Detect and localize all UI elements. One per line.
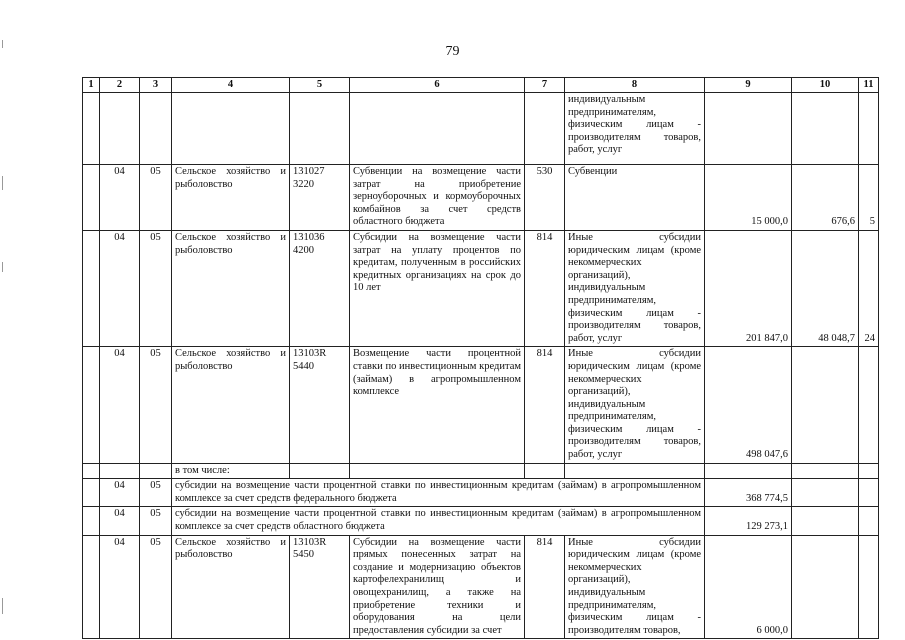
subsection-code-cell: 05 — [140, 535, 172, 639]
expense-type-cell: Субвенции — [565, 165, 705, 231]
table-row — [83, 93, 879, 165]
col-header: 5 — [290, 78, 350, 93]
target-code-cell: 131036 4200 — [290, 230, 350, 346]
in-that-number-label: в том числе: — [172, 463, 290, 479]
section-name-cell: Сельское хозяйство и рыболовство — [172, 230, 290, 346]
subsection-code-cell: 05 — [140, 479, 172, 507]
expense-code-cell: 530 — [525, 165, 565, 231]
target-code-cell: 13103R 5440 — [290, 347, 350, 463]
target-code-cell: 131027 3220 — [290, 165, 350, 231]
actual-amount-cell: 48 048,7 — [792, 230, 859, 346]
actual-amount-cell — [792, 347, 859, 463]
plan-amount-cell: 129 273,1 — [705, 507, 792, 535]
item-name-cell: Субсидии на возмещение части затрат на уплату процентов по кредитам, полученным в российских кредитных организациях на срок до 10 лет — [350, 230, 525, 346]
col-header: 6 — [350, 78, 525, 93]
scan-edge-mark — [2, 262, 3, 272]
section-code-cell: 04 — [100, 347, 140, 463]
subsection-code-cell: 05 — [140, 230, 172, 346]
expense-code-cell: 814 — [525, 347, 565, 463]
expense-type-cell: Иные субсидии юридическим лицам (кроме некоммерческих организаций), индивидуальным предпринимателям, физическим лицам - производителям товаров, работ, услуг — [565, 230, 705, 346]
subsection-code-cell: 05 — [140, 165, 172, 231]
col-header: 3 — [140, 78, 172, 93]
col-header: 10 — [792, 78, 859, 93]
table-row — [83, 165, 879, 231]
percent-cell: 5 — [859, 165, 879, 231]
col-header: 11 — [859, 78, 879, 93]
table-row — [83, 347, 879, 463]
plan-amount-cell: 201 847,0 — [705, 230, 792, 346]
plan-amount-cell: 15 000,0 — [705, 165, 792, 231]
col-header: 1 — [83, 78, 100, 93]
actual-amount-cell: 676,6 — [792, 165, 859, 231]
subsidy-description-cell: субсидии на возмещение части процентной ставки по инвестиционным кредитам (займам) в агропромышленном комплексе за счет средств федерального бюджета — [172, 479, 705, 507]
plan-amount-cell: 498 047,6 — [705, 347, 792, 463]
item-name-cell: Субвенции на возмещение части затрат на приобретение зерноуборочных и кормоуборочных комбайнов за счет средств областного бюджета — [350, 165, 525, 231]
expense-type-cell: Иные субсидии юридическим лицам (кроме некоммерческих организаций), индивидуальным предпринимателям, физическим лицам - производителям товаров, — [565, 535, 705, 639]
col-header: 8 — [565, 78, 705, 93]
plan-amount-cell: 6 000,0 — [705, 535, 792, 639]
section-code-cell: 04 — [100, 230, 140, 346]
percent-cell — [859, 535, 879, 639]
col-header: 4 — [172, 78, 290, 93]
section-code-cell: 04 — [100, 507, 140, 535]
section-code-cell: 04 — [100, 479, 140, 507]
item-name-cell: Субсидии на возмещение части прямых понесенных затрат на создание и модернизацию объектов картофелехранилищ и овощехранилищ, а также на приобретение техники и оборудования на цели предоставления субсидии за счет — [350, 535, 525, 639]
expense-type-cell: Иные субсидии юридическим лицам (кроме некоммерческих организаций), индивидуальным предпринимателям, физическим лицам - производителям товаров, работ, услуг — [565, 347, 705, 463]
subsection-code-cell: 05 — [140, 507, 172, 535]
plan-amount-cell: 368 774,5 — [705, 479, 792, 507]
expense-type-cell: индивидуальным предпринимателям, физическим лицам - производителям товаров, работ, услуг — [565, 93, 705, 165]
table-row — [83, 535, 879, 639]
expense-code-cell: 814 — [525, 230, 565, 346]
section-name-cell: Сельское хозяйство и рыболовство — [172, 535, 290, 639]
col-header: 2 — [100, 78, 140, 93]
target-code-cell: 13103R 5450 — [290, 535, 350, 639]
table-row — [83, 230, 879, 346]
subsection-code-cell: 05 — [140, 347, 172, 463]
section-code-cell: 04 — [100, 165, 140, 231]
table-header-row — [83, 78, 879, 93]
budget-table — [82, 77, 879, 639]
table-row-label — [83, 463, 879, 479]
scan-edge-mark — [2, 176, 3, 190]
actual-amount-cell — [792, 535, 859, 639]
expense-code-cell: 814 — [525, 535, 565, 639]
col-header: 9 — [705, 78, 792, 93]
section-name-cell: Сельское хозяйство и рыболовство — [172, 347, 290, 463]
percent-cell: 24 — [859, 230, 879, 346]
section-code-cell: 04 — [100, 535, 140, 639]
table-row — [83, 479, 879, 507]
scan-edge-mark — [2, 598, 3, 614]
subsidy-description-cell: субсидии на возмещение части процентной ставки по инвестиционным кредитам (займам) в агропромышленном комплексе за счет средств областного бюджета — [172, 507, 705, 535]
item-name-cell: Возмещение части процентной ставки по инвестиционным кредитам (займам) в агропромышленном комплексе — [350, 347, 525, 463]
col-header: 7 — [525, 78, 565, 93]
section-name-cell: Сельское хозяйство и рыболовство — [172, 165, 290, 231]
page-number: 79 — [445, 44, 460, 59]
percent-cell — [859, 347, 879, 463]
table-row — [83, 507, 879, 535]
